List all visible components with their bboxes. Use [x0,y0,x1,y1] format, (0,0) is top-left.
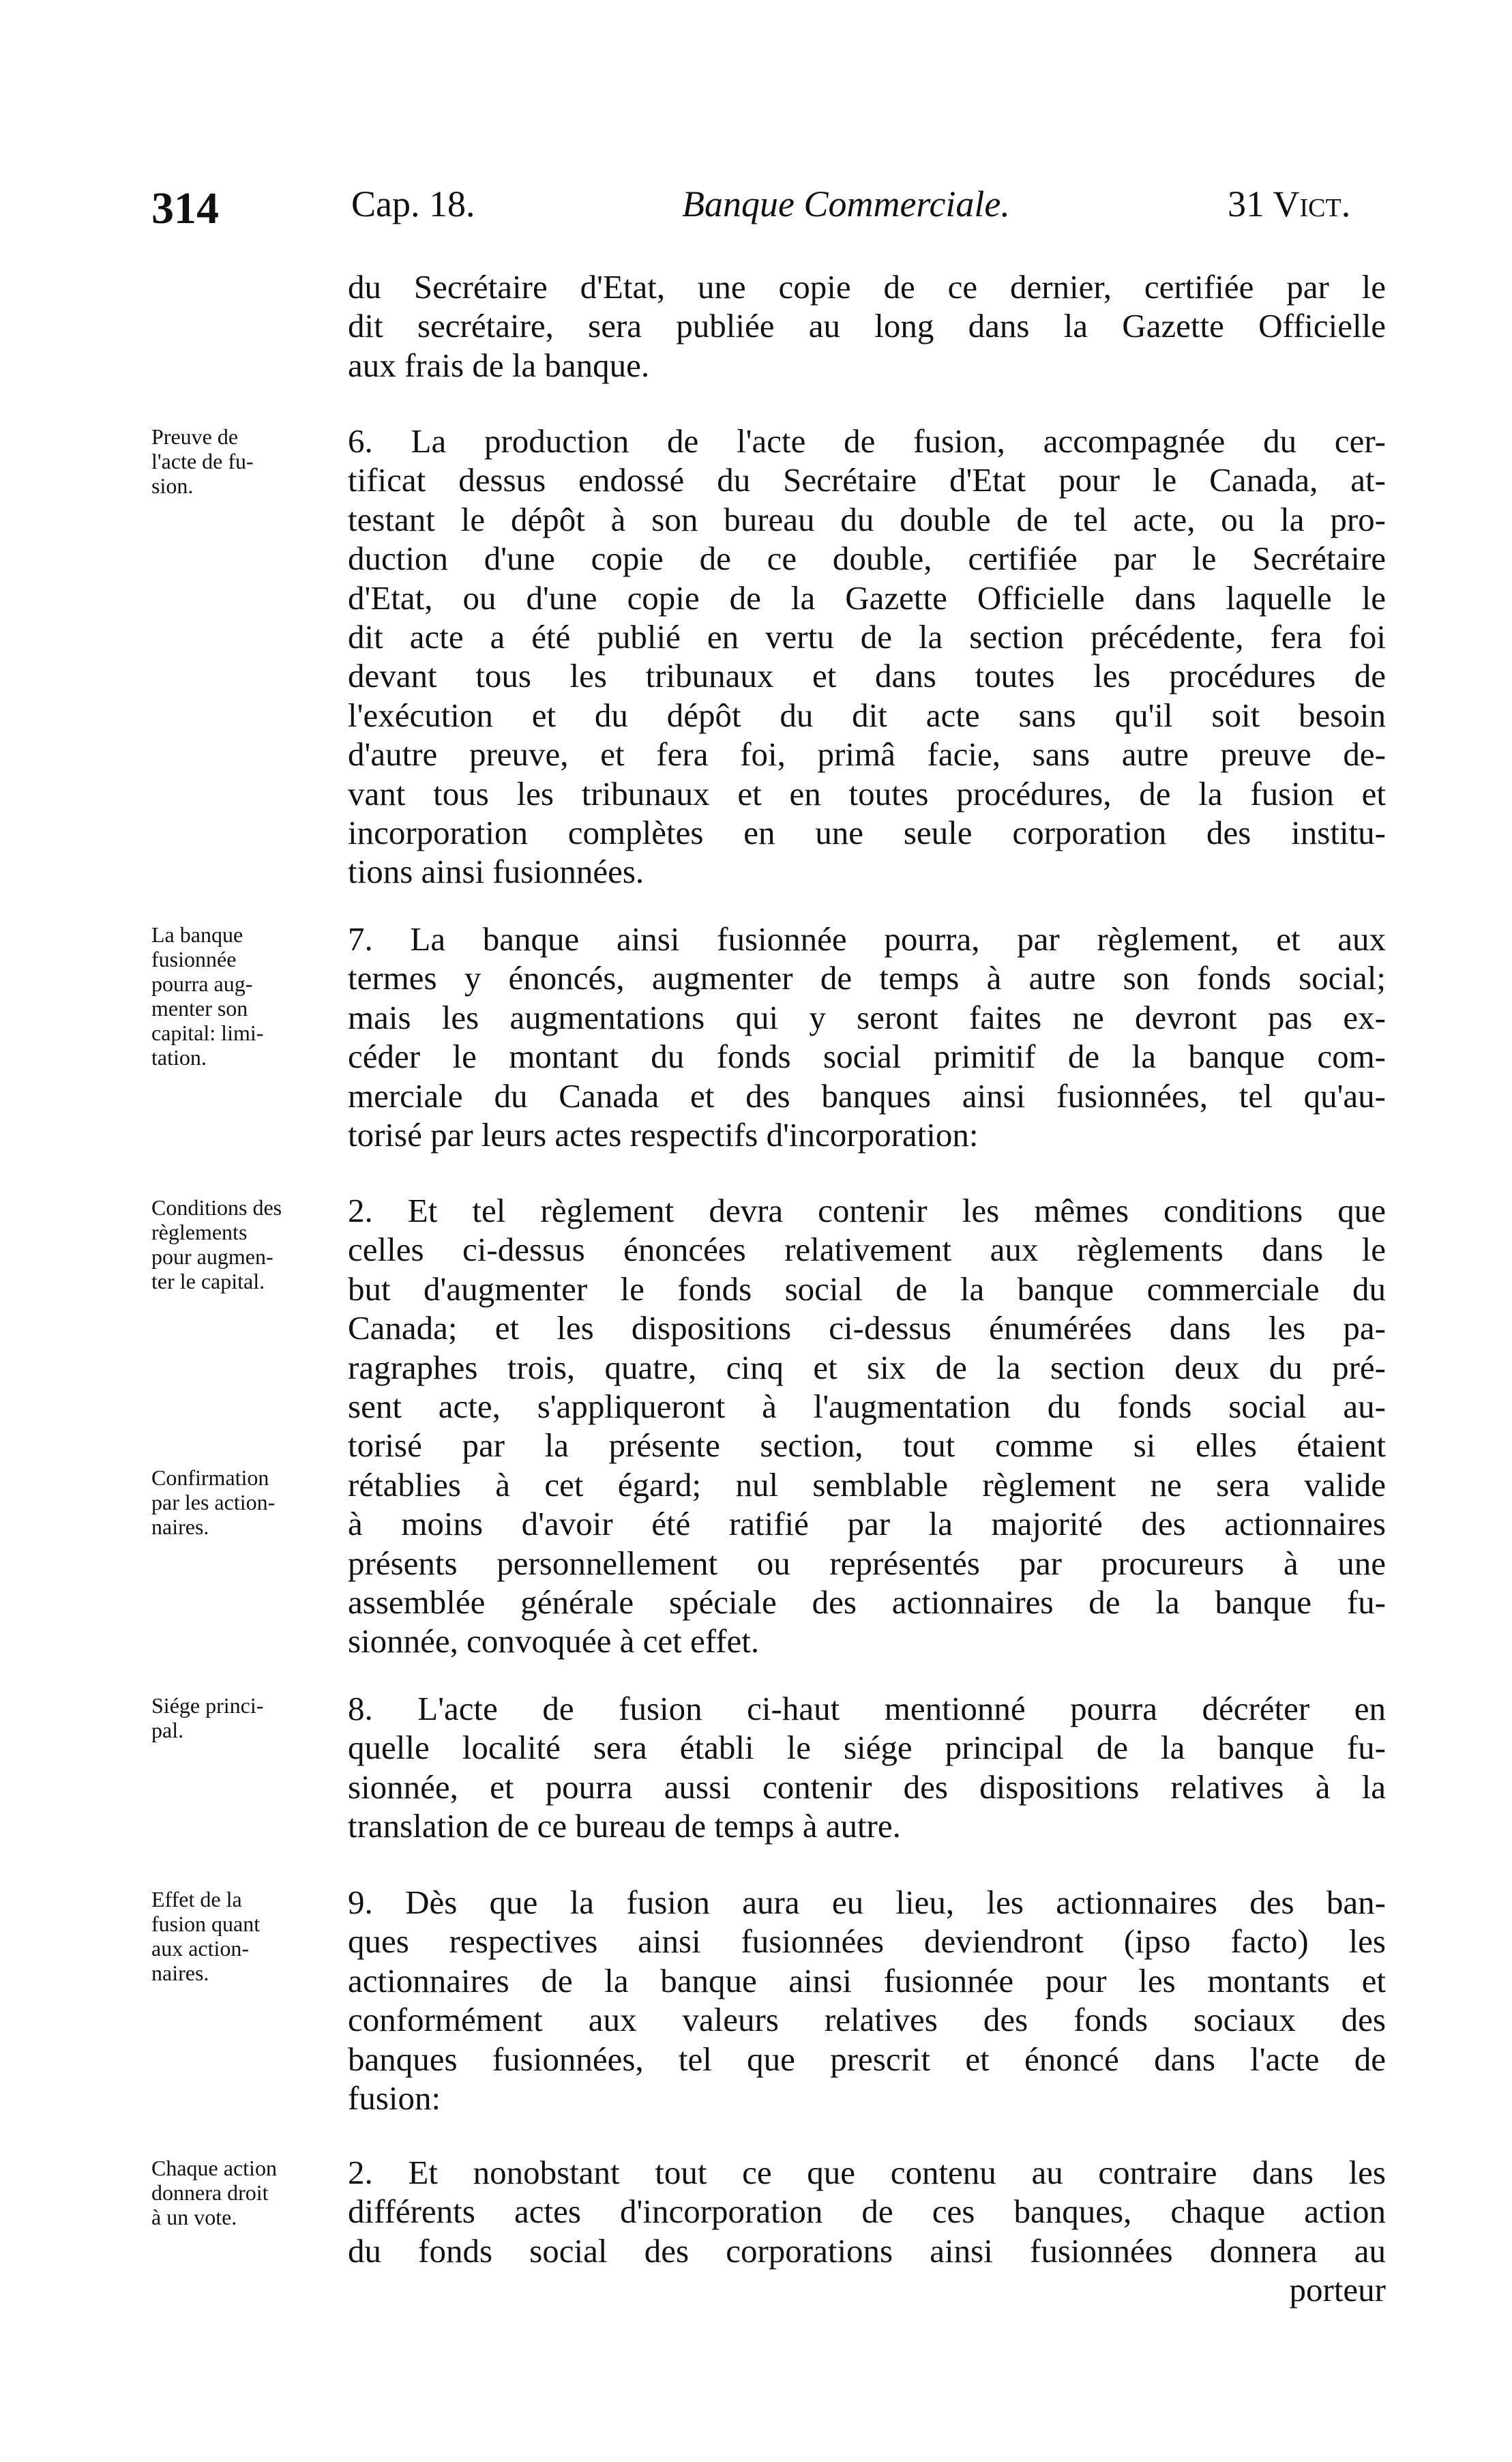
text-line: devant tous les tribunaux et dans toutes les procédures de [348,657,1386,695]
text-line: fusion: [348,2079,441,2117]
margin-note-line: fusionnée [151,947,237,971]
text-line: translation de ce bureau de temps à autre. [348,1807,901,1845]
text-line: rétablies à cet égard; nul semblable règlement ne sera valide [348,1465,1386,1504]
chapter-label: Cap. 18. [351,184,475,224]
text-line: sent acte, s'appliqueront à l'augmentation du fonds social au- [348,1387,1386,1425]
text-line: ragraphes trois, quatre, cinq et six de la section deux du pré- [348,1348,1386,1386]
margin-note-line: fusion quant [151,1911,261,1936]
section-6 [348,422,1386,892]
text-line: dit acte a été publié en vertu de la section précédente, fera foi [348,617,1386,656]
margin-note-augmentation [151,922,329,1070]
running-title: Banque Commerciale. [682,184,1010,224]
margin-note-confirmation [151,1465,329,1539]
margin-note-line: naires. [151,1514,209,1539]
margin-note-line: tation. [151,1045,207,1070]
text-line: conformément aux valeurs relatives des fonds sociaux des [348,2001,1386,2039]
text-line: mais les augmentations qui y seront faites ne devront pas ex- [348,998,1386,1036]
margin-note-vote [151,2156,329,2229]
margin-note-line: par les action- [151,1490,276,1514]
text-line: dit secrétaire, sera publiée au long dans la Gazette Officielle [348,307,1386,345]
margin-note-conditions [151,1195,329,1293]
section-9 [348,1883,1386,2117]
text-line: incorporation complètes en une seule corporation des institu- [348,813,1386,851]
text-line: termes y énoncés, augmenter de temps à autre son fonds social; [348,959,1386,997]
margin-note-line: donnera droit [151,2180,269,2205]
text-line: actionnaires de la banque ainsi fusionnée pour les montants et [348,1961,1386,1999]
margin-note-siege [151,1693,329,1742]
margin-note-line: aux action- [151,1936,250,1961]
regnal-year: 31 Vict. [1228,184,1351,224]
text-line: Canada; et les dispositions ci-dessus énumérées dans les pa- [348,1309,1386,1347]
margin-note-line: pourra aug- [151,971,253,996]
margin-note-line: menter son [151,996,248,1021]
text-line: l'exécution et du dépôt du dit acte sans qu'il soit besoin [348,696,1386,734]
text-line: 9. Dès que la fusion aura eu lieu, les actionnaires des ban- [348,1884,1386,1921]
text-line: du fonds social des corporations ainsi fusionnées donnera au [348,2231,1386,2270]
text-line: merciale du Canada et des banques ainsi fusionnées, tel qu'au- [348,1076,1386,1115]
section-9-subsection-2 [348,2153,1386,2310]
text-line: 8. L'acte de fusion ci-haut mentionné pourra décréter en [348,1690,1386,1727]
text-line: torisé par leurs actes respectifs d'incorporation: [348,1115,979,1154]
text-line: différents actes d'incorporation de ces banques, chaque action [348,2193,1386,2231]
margin-note-line: règlements [151,1220,248,1244]
text-line: 6. La production de l'acte de fusion, accompagnée du cer- [348,422,1386,460]
text-line: sionnée, convoquée à cet effet. [348,1622,760,1660]
text-line: 2. Et nonobstant tout ce que contenu au contraire dans les [348,2154,1386,2191]
paragraph-continuation [348,267,1386,385]
margin-note-effet [151,1887,329,1985]
text-line: du Secrétaire d'Etat, une copie de ce dernier, certifiée par le [348,268,1386,306]
text-line: but d'augmenter le fonds social de la banque commerciale du [348,1270,1386,1308]
text-line: torisé par la présente section, tout comme si elles étaient [348,1426,1386,1465]
text-line: 2. Et tel règlement devra contenir les mêmes conditions que [348,1192,1386,1229]
text-line: vant tous les tribunaux et en toutes procédures, de la fusion et [348,774,1386,812]
text-line: d'Etat, ou d'une copie de la Gazette Officielle dans laquelle le [348,578,1386,617]
margin-note-line: l'acte de fu- [151,449,254,473]
section-8 [348,1689,1386,1846]
margin-note-line: capital: limi- [151,1021,264,1045]
text-line: 7. La banque ainsi fusionnée pourra, par règlement, et aux [348,920,1386,958]
margin-note-line: Confirmation [151,1465,269,1490]
text-line: présents personnellement ou représentés par procureurs à une [348,1544,1386,1582]
text-line: à moins d'avoir été ratifié par la majorité des actionnaires [348,1505,1386,1543]
text-line: duction d'une copie de ce double, certifiée par le Secrétaire [348,540,1386,578]
text-line: quelle localité sera établi le siége principal de la banque fu- [348,1729,1386,1767]
section-7 [348,920,1386,1154]
text-line: testant le dépôt à son bureau du double de tel acte, ou la pro- [348,500,1386,538]
text-line: celles ci-dessus énoncées relativement aux règlements dans le [348,1231,1386,1269]
margin-note-line: sion. [151,473,194,498]
margin-note-line: Preuve de [151,424,239,449]
margin-note-line: pour augmen- [151,1244,273,1269]
text-line: porteur [1289,2271,1386,2309]
margin-note-line: naires. [151,1961,209,1985]
margin-note-line: à un vote. [151,2205,237,2229]
margin-note-line: ter le capital. [151,1269,265,1293]
text-line: banques fusionnées, tel que prescrit et énoncé dans l'acte de [348,2040,1386,2078]
text-line: aux frais de la banque. [348,346,650,384]
text-line: d'autre preuve, et fera foi, primâ facie, sans autre preuve de- [348,735,1386,774]
margin-note-line: pal. [151,1718,184,1742]
margin-note-line: Effet de la [151,1887,242,1911]
margin-note-preuve [151,424,329,498]
page-number: 314 [151,184,219,233]
text-line: sionnée, et pourra aussi contenir des dispositions relatives à la [348,1768,1386,1806]
text-line: tificat dessus endossé du Secrétaire d'Etat pour le Canada, at- [348,461,1386,499]
margin-note-line: Siége princi- [151,1693,264,1718]
text-line: céder le montant du fonds social primitif de la banque com- [348,1038,1386,1076]
margin-note-line: La banque [151,922,243,947]
section-7-subsection-2 [348,1191,1386,1661]
margin-note-line: Conditions des [151,1195,282,1220]
text-line: tions ainsi fusionnées. [348,853,644,891]
text-line: ques respectives ainsi fusionnées deviendront (ipso facto) les [348,1922,1386,1961]
text-line: assemblée générale spéciale des actionnaires de la banque fu- [348,1583,1386,1621]
margin-note-line: Chaque action [151,2156,277,2180]
